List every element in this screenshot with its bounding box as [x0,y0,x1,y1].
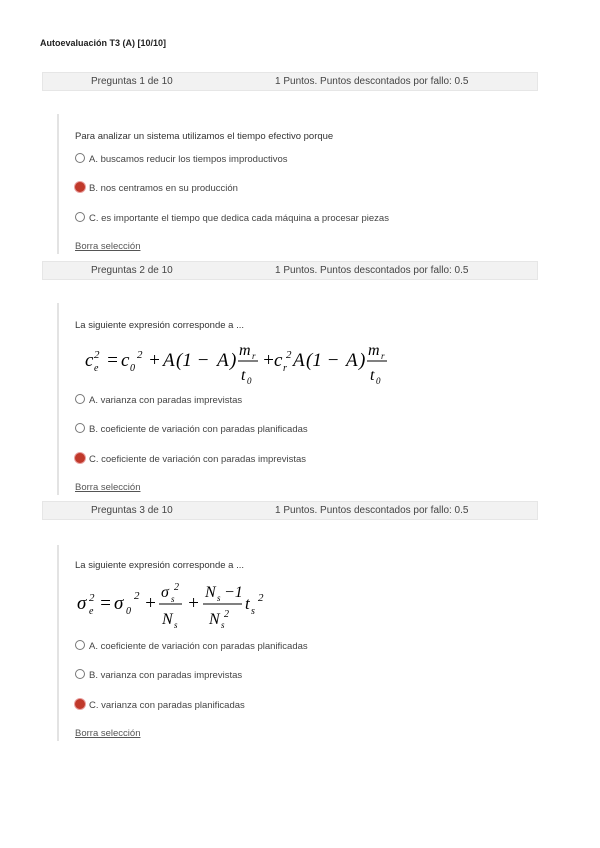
svg-text:0: 0 [126,606,131,617]
option-c[interactable] [75,700,245,714]
option-label: A. varianza con paradas imprevistas [89,395,243,406]
svg-text:2: 2 [224,609,229,620]
svg-text:t: t [370,367,375,384]
svg-text:s: s [171,594,175,604]
svg-text:s: s [251,606,255,617]
svg-text:s: s [221,620,225,630]
svg-text:): ) [359,350,366,371]
radio-button[interactable] [75,640,85,650]
svg-text:s: s [217,593,221,603]
page-title: Autoevaluación T3 (A) [10/10] [40,38,167,48]
question-3-body [57,545,529,741]
svg-text:2: 2 [94,349,100,361]
radio-button[interactable] [75,394,85,404]
radio-button[interactable] [75,212,85,222]
question-points: 1 Puntos. Puntos descontados por fallo: 0.5 [275,505,469,516]
radio-button[interactable] [75,153,85,163]
question-points: 1 Puntos. Puntos descontados por fallo: 0.5 [275,76,469,87]
svg-text:2: 2 [137,349,143,361]
svg-text:=: = [99,593,112,614]
option-a[interactable] [75,395,242,409]
svg-text:r: r [283,363,287,374]
option-label: C. varianza con paradas planificadas [89,700,245,711]
clear-selection-link[interactable]: Borra selección [75,728,141,739]
svg-text:N: N [209,611,220,628]
svg-text:0: 0 [130,363,135,374]
radio-button-selected[interactable] [75,182,85,192]
svg-text:+: + [262,350,275,371]
option-c[interactable] [75,213,389,227]
svg-text:0: 0 [376,376,381,386]
svg-text:−1: −1 [224,584,243,601]
svg-text:s: s [174,620,178,630]
svg-text:2: 2 [174,582,179,593]
svg-text:+: + [144,593,157,614]
option-a[interactable] [75,641,308,655]
option-label: B. varianza con paradas imprevistas [89,670,243,681]
option-label: C. coeficiente de variación con paradas imprevistas [89,454,307,465]
option-label: A. buscamos reducir los tiempos improductivos [89,154,288,165]
svg-text:e: e [89,606,94,617]
question-prompt: La siguiente expresión corresponde a ... [75,320,244,331]
clear-selection-link[interactable]: Borra selección [75,482,141,493]
option-b[interactable] [75,424,308,438]
svg-text:2: 2 [286,349,292,361]
radio-button[interactable] [75,669,85,679]
svg-text:0: 0 [247,376,252,386]
svg-text:+: + [148,350,161,371]
formula-image [77,577,307,640]
svg-text:t: t [245,594,250,613]
formula-fraction [366,335,406,387]
formula-cv-unplanned [77,335,377,387]
clear-selection-link[interactable]: Borra selección [75,241,141,252]
svg-text:2: 2 [258,592,264,604]
question-prompt: Para analizar un sistema utilizamos el tiempo efectivo porque [75,131,334,142]
svg-text:N: N [205,584,216,601]
question-number: Preguntas 1 de 10 [91,76,173,87]
svg-text:t: t [241,367,246,384]
svg-text:(1 −: (1 − [306,350,340,371]
svg-text:A: A [293,350,305,371]
svg-text:σ: σ [77,593,87,614]
question-prompt: La siguiente expresión corresponde a ... [75,560,244,571]
svg-text:m: m [239,342,251,359]
svg-text:A: A [217,350,229,371]
option-label: A. coeficiente de variación con paradas planificadas [89,641,308,652]
svg-text:e: e [94,363,99,374]
option-c[interactable] [75,454,306,468]
option-a[interactable] [75,154,288,168]
svg-text:A: A [163,350,175,371]
option-b[interactable] [75,183,238,197]
question-1-header [42,72,538,91]
question-points: 1 Puntos. Puntos descontados por fallo: 0.5 [275,265,469,276]
svg-text:c: c [85,350,94,371]
option-label: B. coeficiente de variación con paradas planificadas [89,424,308,435]
option-label: B. nos centramos en su producción [89,183,238,194]
radio-button-selected[interactable] [75,453,85,463]
svg-text:r: r [381,351,385,361]
formula-image [77,335,385,392]
svg-text:2: 2 [89,592,95,604]
radio-button-selected[interactable] [75,699,85,709]
svg-text:r: r [252,351,256,361]
question-2-body [57,303,529,495]
radio-button[interactable] [75,423,85,433]
svg-text:m: m [368,342,380,359]
svg-text:c: c [274,350,283,371]
svg-text:N: N [162,611,173,628]
svg-text:σ: σ [114,593,124,614]
question-number: Preguntas 2 de 10 [91,265,173,276]
option-b[interactable] [75,670,242,684]
svg-text:c: c [121,350,130,371]
svg-text:=: = [106,350,119,371]
svg-text:2: 2 [134,590,140,602]
question-3-header [42,501,538,520]
question-number: Preguntas 3 de 10 [91,505,173,516]
svg-text:+: + [187,593,200,614]
svg-text:): ) [230,350,237,371]
question-2-header [42,261,538,280]
option-label: C. es importante el tiempo que dedica cada máquina a procesar piezas [89,213,389,224]
svg-text:(1 −: (1 − [176,350,210,371]
formula-variance-planned [77,577,307,635]
question-1-body [57,114,529,254]
svg-text:A: A [346,350,358,371]
svg-text:σ: σ [161,584,169,601]
